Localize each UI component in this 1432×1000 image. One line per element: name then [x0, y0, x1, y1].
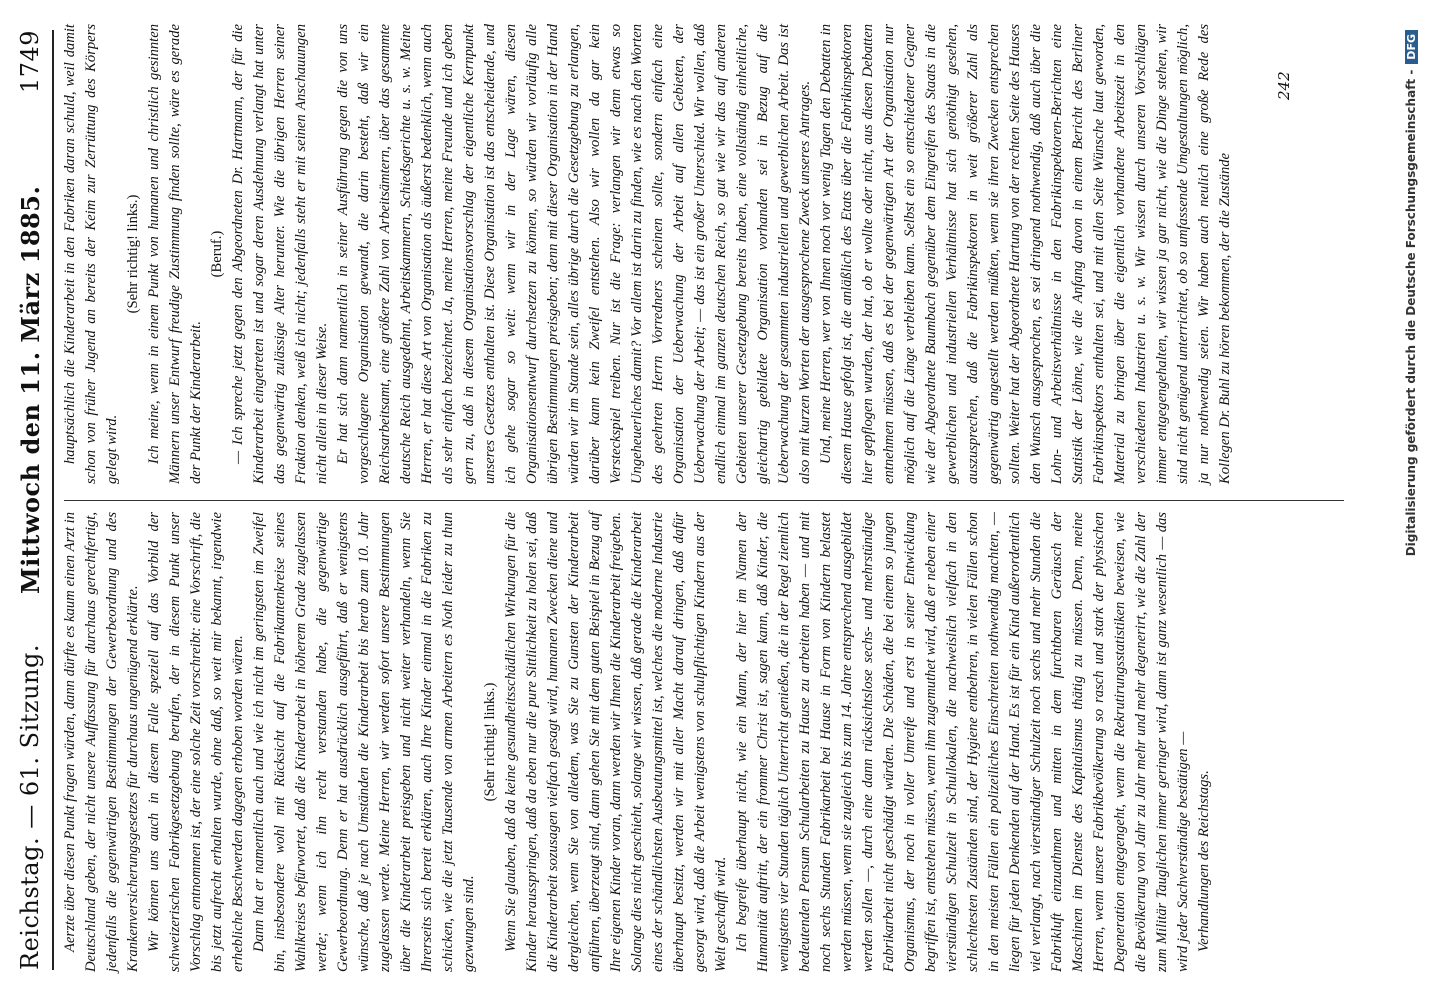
page-signature: 242	[1275, 71, 1293, 100]
paragraph: (Sehr richtig! links.)	[482, 682, 498, 802]
column-divider	[64, 500, 1344, 501]
paragraph: Und, meine Herren, wer von Ihnen noch vor wenig Tagen den Debatten in diesem Hause gefolgt ist, die anläßlich des Etats über die Fabrikinspektoren hier gepflogen wurden, der hat, ob er wollte oder nicht, aus diesen Debatten entnehmen müssen, daß es bei der gegenwärtigen Art der Organisation nur möglich auf die Länge verbleiben kann. Selbst ein so entschiedener Gegner wie der Abgeordnete Baumbach gegenüber dem Eingreifen des Staats in die gewerblichen und industriellen Verhältnisse hat sich genöthigt gesehen, auszusprechen, daß die Fabrikinspektoren in weit größerer Zahl als gegenwärtig angestellt werden müßten, wenn sie ihren Zwecken entsprechen sollten. Weiter hat der Abgeordnete Hartung von der rechten Seite des Hauses den Wunsch ausgesprochen, es sei dringend nothwendig, daß auch über die Lohn- und Arbeitsverhältnisse in den Fabrikinspektoren-Berichten eine Statistik der Löhne, wie die Anfang davon in einem Bericht des Berliner Fabrikinspektors enthalten sei, und mit allen Seite Wünsche laut geworden, Material zu bringen über die eigentlich vorhandene Arbeitszeit in den verschiedenen Industrien u. s. w. Wir wissen durch unseren Vorschlägen immer entgegengehalten, wir wissen ja gar nicht, wie die Dinge stehen, wir sind nicht genügend unterrichtet, ob so umfassende Umgestaltungen möglich, ja nur nothwendig seien. Wir haben auch neulich eine große Rede des Kollegen Dr. Buhl zu hören bekommen, der die Zustände	[818, 24, 1233, 484]
text-column-left	[60, 512, 1350, 972]
page-number: 1749	[16, 30, 44, 94]
paragraph: Aerzte über diesen Punkt fragen würden, dann dürfte es kaum einen Arzt in Deutschland geben, der nicht unsere Auffassung für durchaus gerechtfertigt, jedenfalls die gegenwärtigen Bestimmungen der Gewerbeordnung und des Krankenversicherungsgesetzes für durchaus ungenügend erklärte.	[62, 512, 141, 972]
paragraph: Er hat sich dann namentlich in seiner Ausführung gegen die von uns vorgeschlagene Organisation gewandt, die darin besteht, daß wir ein Reichsarbeitsamt, eine größere Zahl von Arbeitsämtern, über das gesammte deutsche Reich ausgedehnt, Arbeitskammern, Schiedsgerichte u. s. w. Meine Herren, er hat diese Art von Organisation als äußerst bedenklich, wenn auch als sehr einfach bezeichnet. Ja, meine Herren, meine Freunde und ich geben gern zu, daß in diesem Organisationsvorschlag der eigentliche Kernpunkt unseres Gesetzes enthalten ist. Diese Organisation ist das entscheidende, und ich gehe sogar so weit: wenn wir in der Lage wären, diesen Organisationsentwurf durchsetzen zu können, so würden wir vorläufig alle übrigen Bestimmungen preisgeben; denn mit dieser Organisation in der Hand würden wir im Stande sein, alles übrige durch die Gesetzgebung zu erlangen, darüber kann kein Zweifel entstehen. Also wir wollen da gar kein Versteckspiel treiben. Nur ist die Frage: verlangen wir denn etwas so Ungeheuerliches damit? Vor allem ist darin zu finden, wie es nach den Worten des geehrten Herrn Vorredners scheinen sollte, sondern einfach eine Organisation der Ueberwachung der Arbeit auf allen Gebieten, der Ueberwachung der Arbeit; — das ist ein großer Unterschied. Wir wollen, daß endlich einmal im ganzen deutschen Reich, so gut wie wir das auf anderen Gebieten unserer Gesetzgebung bereits haben, eine vollständig einheitliche, gleichartig gebildete Organisation vorhanden sei in Bezug auf die Ueberwachung der gesammten industriellen und gewerblichen Arbeit. Das ist also mit kurzen Worten der ausgesprochene Zweck unseres Antrages.	[335, 24, 813, 484]
paragraph: Verhandlungen des Reichstags.	[1196, 770, 1212, 952]
header-date: Mittwoch den 11. März 1885.	[16, 185, 45, 594]
paragraph: Wir können uns auch in diesem Falle speziell auf das Vorbild der schweizerischen Fabrikgesetzgebung berufen, der in diesem Punkt unser Vorschlag entnommen ist, der eine solche Zeit vorschreibt: eine Vorschrift, die bis jetzt aufrecht erhalten wurde, ohne daß, so weit mir bekannt, irgendwie erhebliche Beschwerden dagegen erhoben worden wären.	[146, 512, 246, 972]
paragraph: — Ich spreche jetzt gegen den Abgeordneten Dr. Hartmann, der für die Kinderarbeit eingetreten ist und sogar deren Ausdehnung verlangt hat unter das gegenwärtig zulässige Alter herunter. Wie die übrigen Herren seiner Fraktion denken, weiß ich nicht; jedenfalls steht er mit seinen Anschauungen nicht allein in dieser Weise.	[230, 24, 330, 484]
paragraph: Wenn Sie glauben, daß da keine gesundheitsschädlichen Wirkungen für die Kinder herausspringen, daß da eben nur die pure Sittlichkeit zu holen sei, daß die Kinderarbeit sozusagen vielfach gesagt wird, humanen Zwecken diene und dergleichen, wenn Sie von alledem, was Sie zu Gunsten der Kinderarbeit anführen, überzeugt sind, dann gehen Sie mit dem guten Beispiel in Bezug auf Ihre eigenen Kinder voran, dann werden wir Ihnen die Kinderarbeit freigeben. Solange dies nicht geschieht, solange wir wissen, daß gerade die Kinderarbeit eines der schändlichsten Ausbeutungsmittel ist, welches die moderne Industrie überhaupt besitzt, werden wir mit aller Macht darauf dringen, daß dafür gesorgt wird, daß die Arbeit wenigstens von schulpflichtigen Kindern aus der Welt geschafft wird.	[503, 512, 729, 972]
header-session: Reichstag. — 61. Sitzung.	[16, 644, 44, 970]
paragraph: Dann hat er namentlich auch und wie ich nicht im geringsten im Zweifel bin, insbesondere wohl mit Rücksicht auf die Fabrikantenkreise seines Wahlkreises befürwortet, daß die Kinderarbeit in höherem Grade zugelassen werde; wenn ich ihn recht verstanden habe, die gegenwärtige Gewerbeordnung. Denn er hat ausdrücklich ausgeführt, daß er wenigstens wünsche, daß je nach Umständen die Kinderarbeit bis herab zum 10. Jahr zugelassen werde. Meine Herren, wir werden sofort unsere Bestimmungen über die Kinderarbeit preisgeben und nicht weiter verhandeln, wenn Sie Ihrerseits sich bereit erklären, auch Ihre Kinder einmal in die Fabriken zu schicken, wie die jetzt Tausende von armen Arbeitern es Noth leider zu thun gezwungen sind.	[251, 512, 477, 972]
dfg-logo: DFG	[1405, 30, 1418, 64]
paragraph: Ich begreife überhaupt nicht, wie ein Mann, der hier im Namen der Humanität auftritt, der ein frommer Christ ist, sagen kann, daß Kinder, die wenigstens vier Stunden täglich Unterricht genießen, die in der Regel ziemlich bedeutenden Pensum Schularbeiten zu Hause zu arbeiten haben — und mit noch sechs Stunden Fabrikarbeit bei Hause in Form von Kindern belastet werden müssen, wenn sie zugleich bis zum 14. Jahre entsprechend ausgebildet werden sollen —, durch eine dann rücksichtslose sechs- und mehrstündige Fabrikarbeit nicht geschädigt würden. Die Schäden, die bei einem so jungen Organismus, der noch in voller Umreife und erst in seiner Entwicklung begriffen ist, entstehen müssen, wenn ihm zugemuthet wird, daß er neben einer vierstündigen Schulzeit in Schullokalen, die nachweislich vielfach in den schlechtesten Zuständen sind, der Hygiene entbehren, in vielen Fällen schon in den meisten Fällen ein polizeiliches Einschreiten nothwendig machten, — liegen für jeden Denkenden auf der Hand. Es ist für ein Kind außerordentlich viel verlangt, nach vierstündiger Schulzeit noch sechs und mehr Stunden die Fabrikluft einzuathmen und mitten in dem furchtbaren Geräusch der Maschinen im Dienste des Kapitalismus thätig zu müssen. Denn, meine Herren, wenn unsere Fabrikbevölkerung so rasch und stark der physischen Degeneration entgegengeht, wenn die Rekrutirungsstatistiken beweisen, wie die Bevölkerung von Jahr zu Jahr mehr und mehr degenerirt, wie die Zahl der zum Militär Tauglichen immer geringer wird, dann ist ganz wesentlich — das wird jeder Sachverständige bestätigen —	[734, 512, 1191, 972]
paragraph: hauptsächlich die Kinderarbeit in den Fabriken daran schuld, weil damit schon von früher Jugend an bereits der Keim zur Zerrüttung des Körpers gelegt wird.	[62, 24, 120, 484]
text-column-right	[60, 24, 1290, 484]
digitization-credit	[1404, 30, 1418, 970]
paragraph: Ich meine, wenn in einem Punkt von humanen und christlich gesinnten Männern unser Entwurf freudige Zustimmung finden sollte, wäre es gerade der Punkt der Kinderarbeit.	[146, 24, 204, 484]
credit-text: Digitalisierung gefördert durch die Deutsche Forschungsgemeinschaft -	[1404, 69, 1418, 557]
paragraph: (Beruf.)	[209, 230, 225, 278]
page-header	[12, 30, 54, 970]
paragraph: (Sehr richtig! links.)	[125, 194, 141, 314]
